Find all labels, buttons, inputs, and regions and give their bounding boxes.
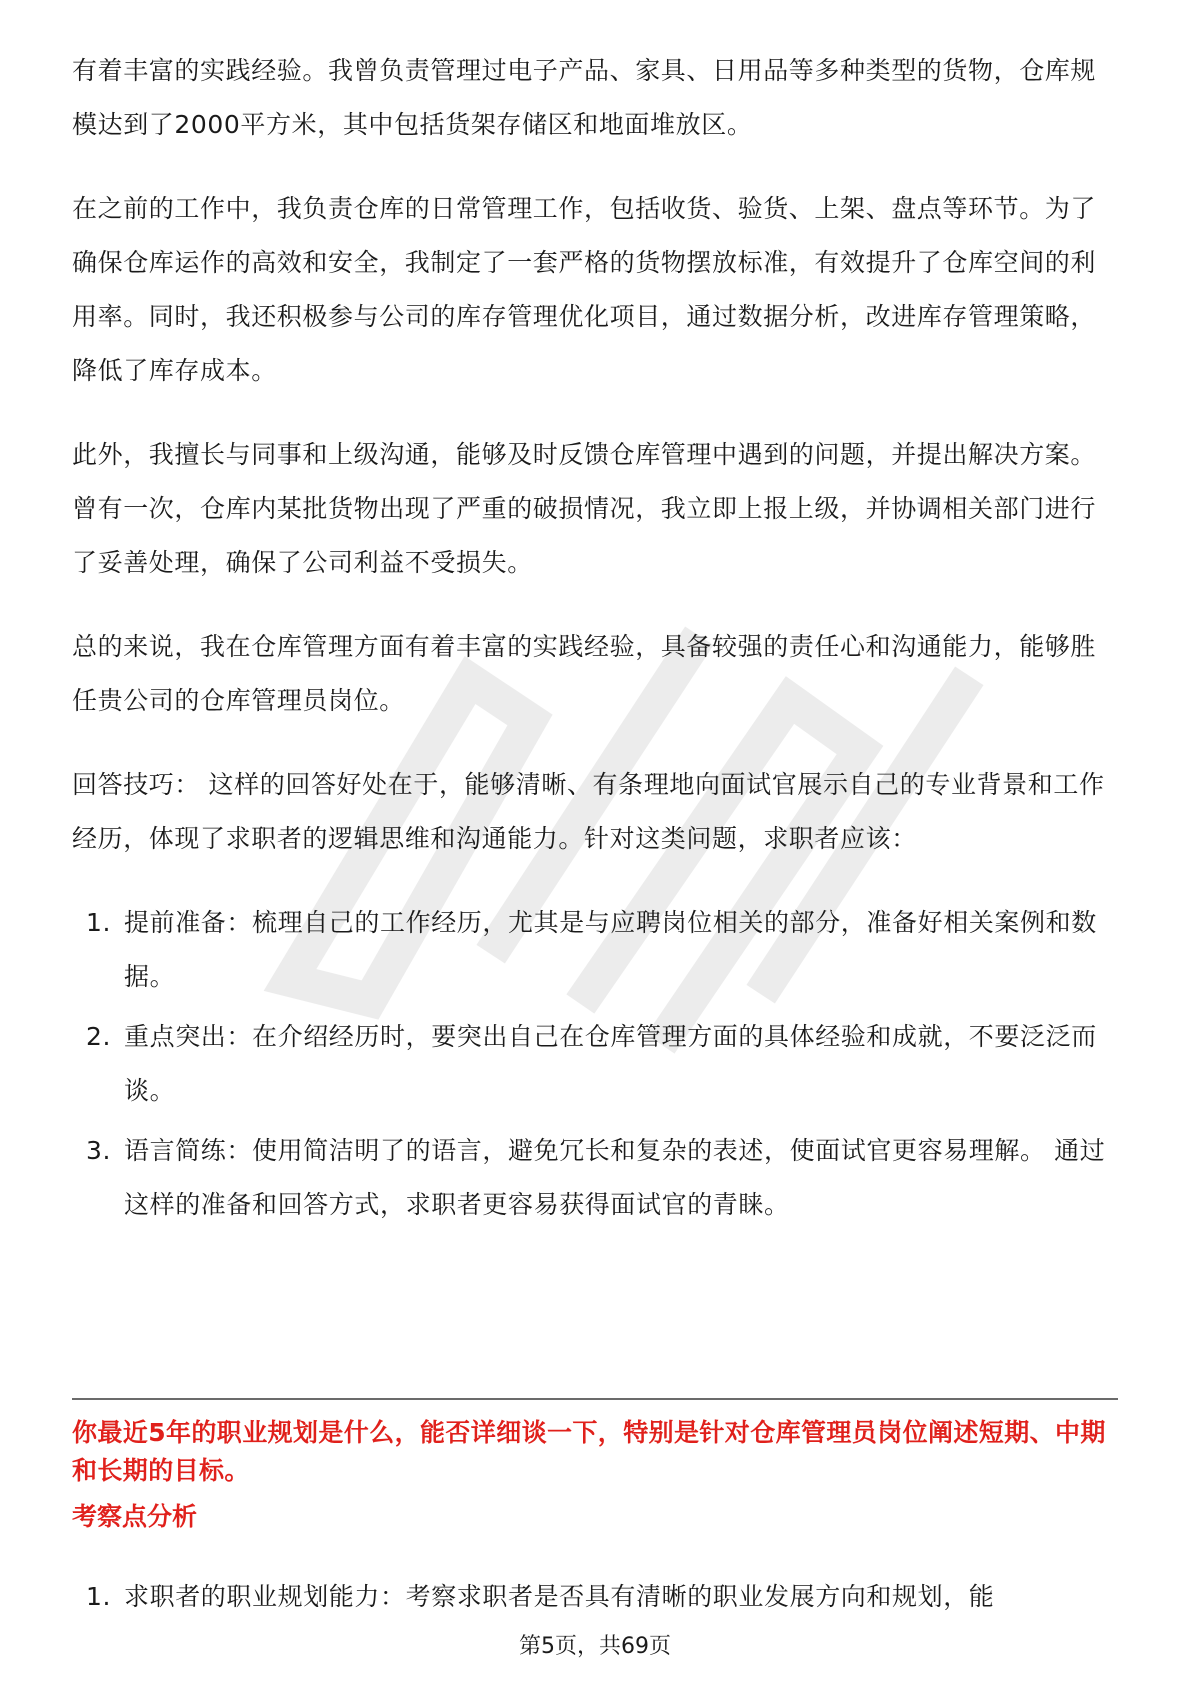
interview-question: 你最近5年的职业规划是什么，能否详细谈一下，特别是针对仓库管理员岗位阐述短期、中期和长期的目标。 bbox=[72, 1418, 1106, 1485]
list-item bbox=[72, 1010, 1118, 1118]
tips-list bbox=[72, 896, 1118, 1232]
page-footer: 第5页，共69页 bbox=[519, 1634, 671, 1659]
answer-paragraph-1: 有着丰富的实践经验。我曾负责管理过电子产品、家具、日用品等多种类型的货物，仓库规模达到了2000平方米，其中包括货架存储区和地面堆放区。 bbox=[72, 56, 1097, 139]
list-item-number: 3. bbox=[86, 1136, 112, 1165]
list-item-text: 提前准备：梳理自己的工作经历，尤其是与应聘岗位相关的部分，准备好相关案例和数据。 bbox=[124, 908, 1097, 991]
list-item-number: 1. bbox=[86, 1582, 112, 1611]
answer-tips-intro: 回答技巧： 这样的回答好处在于，能够清晰、有条理地向面试官展示自己的专业背景和工作经历，体现了求职者的逻辑思维和沟通能力。针对这类问题，求职者应该： bbox=[72, 770, 1105, 853]
list-item bbox=[72, 1124, 1118, 1232]
list-item-text: 求职者的职业规划能力：考察求职者是否具有清晰的职业发展方向和规划，能 bbox=[124, 1582, 995, 1611]
list-item-number: 1. bbox=[86, 908, 112, 937]
list-item-text: 语言简练：使用简洁明了的语言，避免冗长和复杂的表述，使面试官更容易理解。 通过这样的准备和回答方式，求职者更容易获得面试官的青睐。 bbox=[124, 1136, 1106, 1219]
answer-paragraph-4: 总的来说，我在仓库管理方面有着丰富的实践经验，具备较强的责任心和沟通能力，能够胜任贵公司的仓库管理员岗位。 bbox=[72, 632, 1097, 715]
list-item bbox=[72, 896, 1118, 1004]
answer-paragraph-3: 此外，我擅长与同事和上级沟通，能够及时反馈仓库管理中遇到的问题，并提出解决方案。曾有一次，仓库内某批货物出现了严重的破损情况，我立即上报上级，并协调相关部门进行了妥善处理，确保了公司利益不受损失。 bbox=[72, 440, 1097, 577]
answer-paragraph-2: 在之前的工作中，我负责仓库的日常管理工作，包括收货、验货、上架、盘点等环节。为了确保仓库运作的高效和安全，我制定了一套严格的货物摆放标准，有效提升了仓库空间的利用率。同时，我还积极参与公司的库存管理优化项目，通过数据分析，改进库存管理策略，降低了库存成本。 bbox=[72, 194, 1097, 385]
list-item-text: 重点突出：在介绍经历时，要突出自己在仓库管理方面的具体经验和成就，不要泛泛而谈。 bbox=[124, 1022, 1097, 1105]
analysis-heading: 考察点分析 bbox=[72, 1502, 198, 1531]
analysis-list bbox=[72, 1570, 1118, 1624]
list-item-number: 2. bbox=[86, 1022, 112, 1051]
list-item bbox=[72, 1570, 1118, 1624]
answer-body bbox=[72, 44, 1118, 1238]
section-divider bbox=[72, 1398, 1118, 1400]
